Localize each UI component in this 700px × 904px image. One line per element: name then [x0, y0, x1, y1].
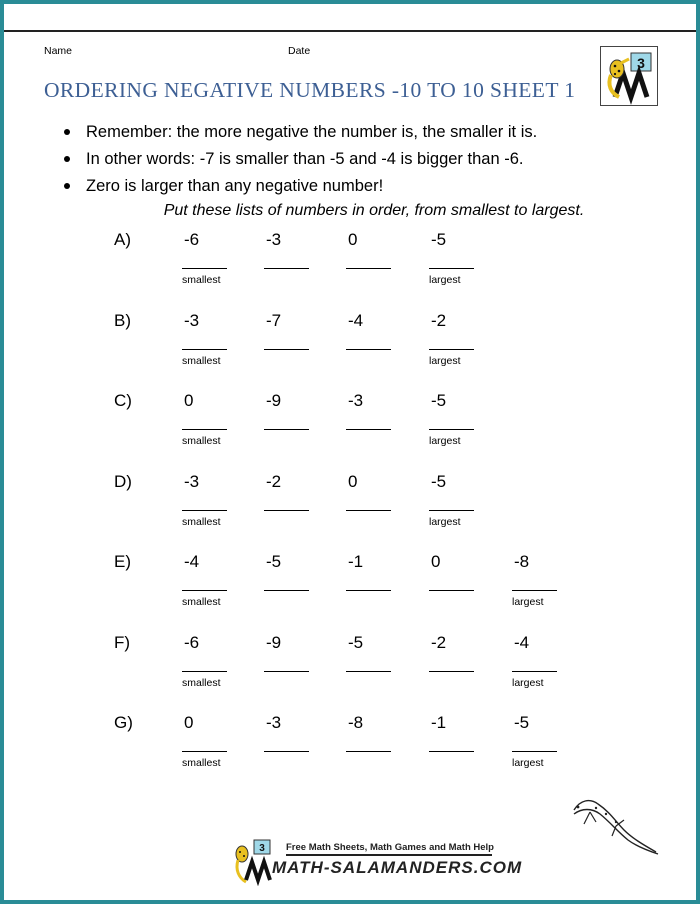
tips-list	[64, 122, 537, 203]
tip-item: In other words: -7 is smaller than -5 and -4 is bigger than -6.	[64, 149, 537, 176]
problem-number: -4	[514, 632, 530, 652]
answer-blank[interactable]	[182, 349, 227, 350]
problem-row	[0, 633, 700, 703]
problem-row	[0, 311, 700, 381]
problem-number: -2	[431, 632, 447, 652]
problem-letter: A)	[114, 230, 131, 249]
problem-row	[0, 472, 700, 542]
name-label: Name	[44, 45, 73, 57]
problem-number: -8	[514, 552, 530, 571]
problem-number: -3	[266, 713, 282, 732]
smallest-label: smallest	[182, 757, 221, 769]
problem-number: -4	[184, 552, 200, 571]
answer-blank[interactable]	[346, 671, 391, 672]
answer-blank[interactable]	[512, 751, 557, 752]
problem-number: -5	[431, 471, 447, 491]
smallest-label: smallest	[182, 596, 221, 608]
answer-blank[interactable]	[182, 590, 227, 591]
problem-number: -5	[514, 713, 530, 732]
smallest-label: smallest	[182, 354, 221, 367]
problem-number: -6	[184, 230, 200, 249]
answer-blank[interactable]	[429, 751, 474, 752]
answer-blank[interactable]	[264, 590, 309, 591]
instruction-text: Put these lists of numbers in order, from smallest to largest.	[163, 202, 585, 219]
answer-blank[interactable]	[429, 510, 474, 511]
salamander-logo	[600, 46, 658, 106]
smallest-label: smallest	[182, 435, 221, 447]
answer-blank[interactable]	[429, 429, 474, 430]
tip-item: Zero is larger than any negative number!	[64, 176, 537, 203]
problem-letter: G)	[114, 713, 133, 732]
largest-label: largest	[429, 435, 461, 447]
problem-row	[0, 391, 700, 461]
answer-blank[interactable]	[264, 510, 309, 511]
problem-letter: E)	[114, 552, 131, 571]
answer-blank[interactable]	[264, 349, 309, 350]
problem-number: -3	[348, 391, 364, 410]
problem-letter: D)	[114, 471, 132, 491]
salamander-icon	[601, 47, 657, 105]
answer-blank[interactable]	[264, 671, 309, 672]
answer-blank[interactable]	[182, 671, 227, 672]
problem-number: -8	[348, 713, 364, 732]
footer-site: MATH-SALAMANDERS.COM	[272, 858, 523, 877]
problem-number: -3	[266, 230, 282, 249]
problem-letter: F)	[114, 632, 131, 652]
largest-label: largest	[429, 274, 461, 286]
answer-blank[interactable]	[429, 349, 474, 350]
problem-row	[0, 713, 700, 783]
problem-number: -1	[431, 713, 447, 732]
problem-number: -5	[266, 552, 282, 571]
problem-number: 0	[348, 471, 358, 491]
footer-rule	[286, 854, 492, 856]
largest-label: largest	[429, 354, 461, 367]
answer-blank[interactable]	[346, 751, 391, 752]
problem-letter: C)	[114, 391, 132, 410]
problem-number: 0	[184, 713, 194, 732]
problem-number: -2	[266, 471, 282, 491]
problem-number: 0	[184, 391, 194, 410]
problem-number: 0	[431, 552, 441, 571]
problem-number: -9	[266, 632, 282, 652]
problem-number: -6	[184, 632, 200, 652]
problem-number: 0	[348, 230, 358, 249]
largest-label: largest	[512, 676, 544, 689]
problem-number: -9	[266, 391, 282, 410]
problem-number: -7	[266, 310, 282, 330]
date-label: Date	[288, 45, 311, 57]
footer-tagline: Free Math Sheets, Math Games and Math Help	[286, 842, 494, 853]
salamander-drawing-icon	[566, 792, 662, 858]
smallest-label: smallest	[182, 515, 221, 528]
page-title: ORDERING NEGATIVE NUMBERS -10 TO 10 SHEET 1	[44, 78, 576, 102]
problem-number: -5	[348, 632, 364, 652]
answer-blank[interactable]	[346, 429, 391, 430]
answer-blank[interactable]	[182, 510, 227, 511]
largest-label: largest	[512, 757, 544, 769]
tip-item: Remember: the more negative the number is, the smaller it is.	[64, 122, 537, 149]
smallest-label: smallest	[182, 676, 221, 689]
answer-blank[interactable]	[346, 510, 391, 511]
footer-salamander-icon	[232, 838, 272, 886]
answer-blank[interactable]	[346, 349, 391, 350]
problem-row	[0, 552, 700, 622]
header-rule	[4, 30, 696, 32]
smallest-label: smallest	[182, 274, 221, 286]
answer-blank[interactable]	[429, 671, 474, 672]
answer-blank[interactable]	[512, 671, 557, 672]
logo-grade: 3	[637, 55, 645, 71]
problem-number: -3	[184, 310, 200, 330]
largest-label: largest	[429, 515, 461, 528]
answer-blank[interactable]	[512, 590, 557, 591]
answer-blank[interactable]	[264, 268, 309, 269]
answer-blank[interactable]	[182, 268, 227, 269]
problem-number: -4	[348, 310, 364, 330]
problem-number: -2	[431, 310, 447, 330]
footer-logo-grade: 3	[259, 843, 265, 854]
problem-number: -3	[184, 471, 200, 491]
largest-label: largest	[512, 596, 544, 608]
problem-number: -5	[431, 391, 447, 410]
answer-blank[interactable]	[182, 751, 227, 752]
answer-blank[interactable]	[346, 590, 391, 591]
problem-letter: B)	[114, 310, 131, 330]
problem-number: -5	[431, 230, 447, 249]
answer-blank[interactable]	[182, 429, 227, 430]
answer-blank[interactable]	[264, 429, 309, 430]
problem-number: -1	[348, 552, 364, 571]
answer-blank[interactable]	[346, 268, 391, 269]
answer-blank[interactable]	[429, 268, 474, 269]
problem-row	[0, 230, 700, 300]
answer-blank[interactable]	[429, 590, 474, 591]
answer-blank[interactable]	[264, 751, 309, 752]
